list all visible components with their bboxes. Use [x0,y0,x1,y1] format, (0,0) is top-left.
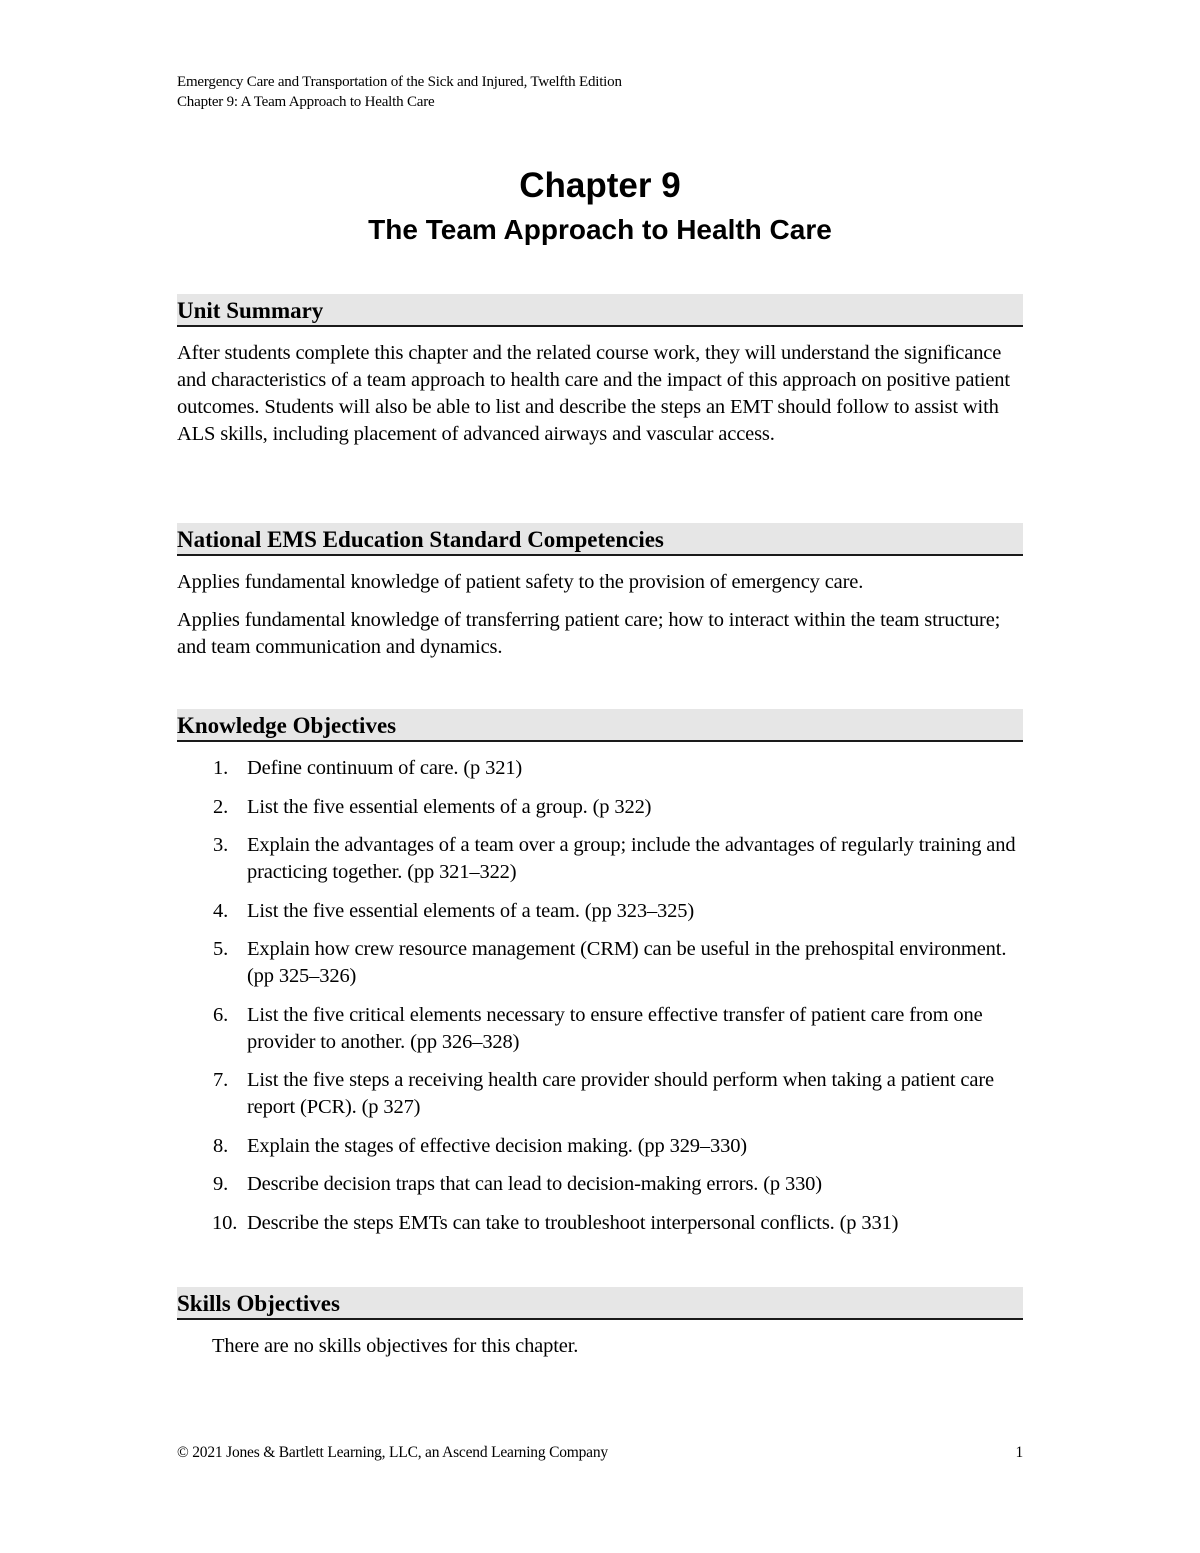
list-item-text: Define continuum of care. (p 321) [247,757,523,779]
list-item-number: 8. [213,1134,229,1157]
list-item-text: Describe the steps EMTs can take to troubleshoot interpersonal conflicts. (p 331) [247,1211,899,1234]
list-item [177,1171,1023,1198]
list-item-number: 10. [212,1211,238,1234]
list-item [177,936,1023,990]
chapter-number: Chapter 9 [519,166,681,205]
running-header [177,72,1023,112]
unit-summary-heading: Unit Summary [177,294,1023,327]
list-item [177,1067,1023,1121]
unit-summary-section [177,294,1023,448]
competencies-heading: National EMS Education Standard Competencies [177,523,1023,556]
competencies-section [177,523,1023,661]
page-footer [177,1442,1023,1464]
knowledge-objectives-list [177,755,1023,1237]
list-item-number: 1. [213,757,229,779]
list-item [177,755,1023,782]
unit-summary-body: After students complete this chapter and the related course work, they will understand the significance and characteristics of a team approach to health care and the impact of this approach on positive patient outcomes. Students will also be able to list and describe the steps an EMT should follow to assist with ALS skills, including placement of advanced airways and vascular access. [177,342,1010,445]
competency-paragraph: Applies fundamental knowledge of transferring patient care; how to interact within the team structure; and team communication and dynamics. [177,609,1001,658]
list-item-number: 3. [213,834,229,856]
list-item-number: 7. [213,1069,229,1091]
list-item [177,1002,1023,1056]
list-item-text: Explain the stages of effective decision making. (pp 329–330) [247,1134,747,1157]
knowledge-objectives-section [177,709,1023,1248]
list-item-text: Explain the advantages of a team over a group; include the advantages of regularly training and practicing together. (pp 321–322) [247,834,1016,883]
chapter-title: The Team Approach to Health Care [368,214,832,245]
list-item-number: 2. [213,795,229,818]
list-item [177,832,1023,886]
list-item-text: List the five essential elements of a group. (p 322) [247,795,652,818]
competency-paragraph: Applies fundamental knowledge of patient safety to the provision of emergency care. [177,571,864,593]
skills-objectives-heading: Skills Objectives [177,1287,1023,1320]
skills-objectives-section [177,1287,1023,1360]
list-item-number: 4. [213,899,229,922]
list-item-number: 5. [213,938,229,960]
list-item [177,898,1023,925]
list-item [177,794,1023,821]
header-book-title: Emergency Care and Transportation of the Sick and Injured, Twelfth Edition [177,74,622,90]
list-item-number: 9. [213,1173,229,1195]
list-item [177,1210,1023,1237]
list-item [177,1133,1023,1160]
list-item-text: Explain how crew resource management (CRM) can be useful in the prehospital environment. (pp 325–326) [247,938,1007,987]
skills-objectives-body: There are no skills objectives for this chapter. [212,1335,579,1357]
list-item-text: List the five essential elements of a team. (pp 323–325) [247,899,695,922]
list-item-text: List the five critical elements necessary to ensure effective transfer of patient care from one provider to another. (pp 326–328) [247,1003,983,1053]
list-item-text: List the five steps a receiving health care provider should perform when taking a patient care report (PCR). (p 327) [247,1069,994,1118]
list-item-text: Describe decision traps that can lead to decision-making errors. (p 330) [247,1173,822,1195]
footer-copyright: © 2021 Jones & Bartlett Learning, LLC, an Ascend Learning Company [177,1444,608,1461]
list-item-number: 6. [213,1003,229,1026]
header-chapter-line: Chapter 9: A Team Approach to Health Care [177,94,435,110]
knowledge-objectives-heading: Knowledge Objectives [177,709,1023,742]
page-number: 1 [1015,1444,1023,1461]
